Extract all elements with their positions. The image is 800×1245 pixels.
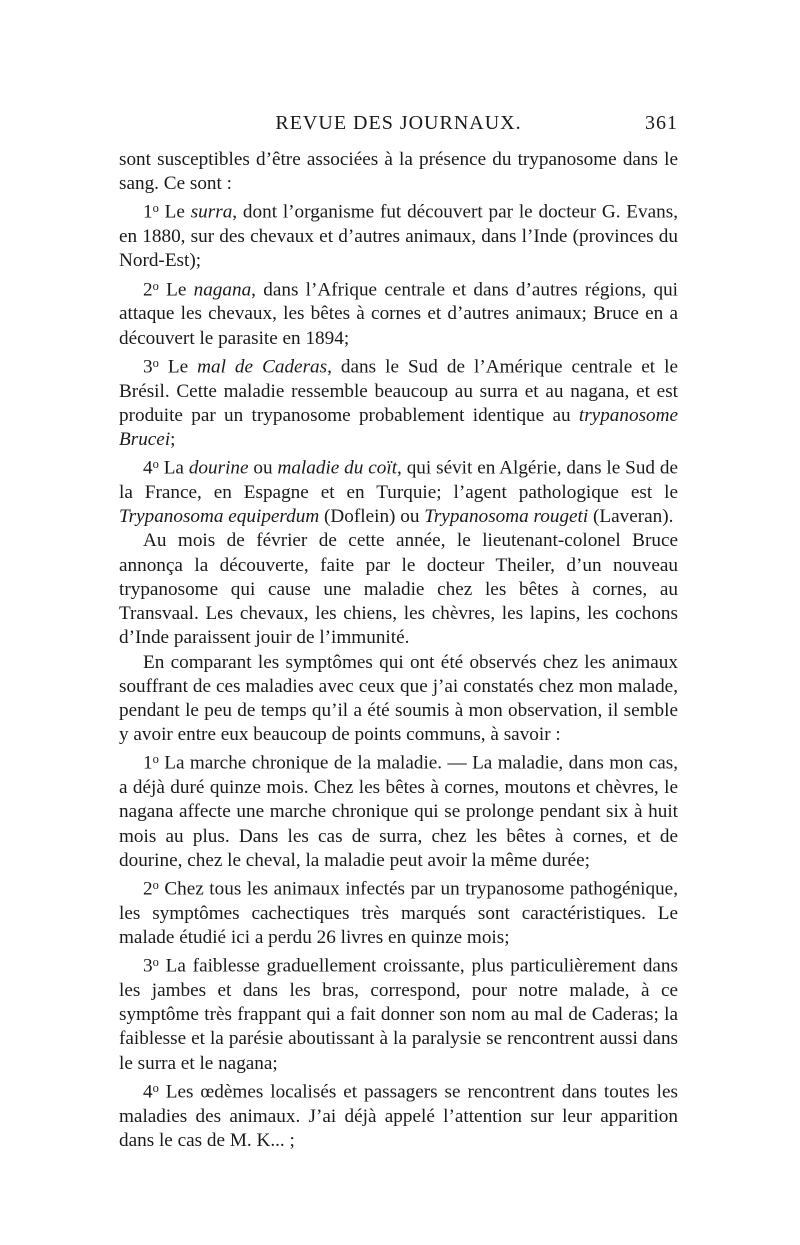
text-run: ; <box>170 429 176 451</box>
article-body <box>119 148 678 1153</box>
text-run: 4 <box>143 457 153 479</box>
italic-run: trypanosome Brucei <box>119 404 678 451</box>
paragraph <box>119 529 678 650</box>
paragraph <box>119 196 678 273</box>
text-run: Le <box>158 356 198 378</box>
ordinal-mark: o <box>152 955 159 970</box>
text-run: La <box>158 457 189 479</box>
paragraph <box>119 1076 678 1153</box>
ordinal-mark: o <box>152 877 159 892</box>
ordinal-mark: o <box>152 457 159 472</box>
text-run: , dont l’organisme fut découvert par le docteur G. Evans, en 1880, sur des chevaux et d’autres animaux, dans l’Inde (provinces du Nord-Est); <box>119 202 678 272</box>
text-run: , qui sévit en Algérie, dans le Sud de la France, en Espagne et en Turquie; l’agent pathologique est le <box>119 457 678 504</box>
ordinal-mark: o <box>152 201 159 216</box>
text-run: 1 <box>143 752 153 774</box>
text-run: 1 <box>143 202 153 224</box>
paragraph <box>119 351 678 452</box>
journal-section-title: REVUE DES JOURNAUX. <box>275 112 522 134</box>
ordinal-mark: o <box>152 752 159 767</box>
text-run: sont susceptibles d’être associées à la présence du trypanosome dans le sang. Ce sont : <box>119 149 678 195</box>
text-run: Le <box>158 279 194 301</box>
text-run: 2 <box>143 279 153 301</box>
paragraph <box>119 873 678 950</box>
text-run: Le <box>158 202 191 224</box>
text-run: La marche chronique de la maladie. — La maladie, dans mon cas, a déjà duré quinze mois. Chez les bêtes à cornes, moutons et chèvres, le nagana affecte une marche chronique qui se prolonge pendant six à huit mois au plus. Dans les cas de surra, chez les bêtes à cornes, et de dourine, chez le cheval, la maladie peut avoir la même durée; <box>119 752 678 871</box>
running-header <box>119 112 678 148</box>
ordinal-mark: o <box>152 1080 159 1095</box>
text-run: 2 <box>143 878 153 900</box>
italic-run: Trypanosoma rougeti <box>424 506 589 528</box>
text-run: Les œdèmes localisés et passagers se rencontrent dans toutes les maladies des animaux. J’ai déjà appelé l’attention sur leur apparition dans le cas de M. K... ; <box>119 1081 678 1151</box>
text-run: 3 <box>143 955 153 977</box>
text-run: (Doflein) ou <box>319 506 425 528</box>
italic-run: surra <box>190 202 233 224</box>
text-run: 3 <box>143 356 153 378</box>
text-run: 4 <box>143 1081 153 1103</box>
text-run: Au mois de février de cette année, le lieutenant-colonel Bruce annonça la découverte, faite par le docteur Theiler, d’un nouveau trypanosome qui cause une maladie chez les bêtes à cornes, au Transvaal. Les chevaux, les chiens, les chèvres, les lapins, les cochons d’Inde paraissent jouir de l’immunité. <box>119 530 678 649</box>
paragraph <box>119 747 678 873</box>
italic-run: nagana <box>193 279 252 301</box>
italic-run: maladie du coït <box>277 457 398 479</box>
text-run: La faiblesse graduellement croissante, plus particulièrement dans les jambes et dans les bras, correspond, pour notre malade, à ce symptôme très frappant qui a fait donner son nom au mal de Caderas; la faiblesse et la parésie aboutissant à la paralysie se rencontrent aussi dans le surra et le nagana; <box>119 955 678 1074</box>
ordinal-mark: o <box>152 355 159 370</box>
text-run: Chez tous les animaux infectés par un trypanosome pathogénique, les symptômes cachectiques très marqués sont caractéristiques. Le malade étudié ici a perdu 26 livres en quinze mois; <box>119 878 678 948</box>
text-run: (Laveran). <box>588 506 674 528</box>
page-number: 361 <box>645 112 678 134</box>
text-run: En comparant les symptômes qui ont été observés chez les animaux souffrant de ces maladies avec ceux que j’ai constatés chez mon malade, pendant le peu de temps qu’il a été soumis à mon observation, il semble y avoir entre eux beaucoup de points communs, à savoir : <box>119 651 678 746</box>
paragraph <box>119 651 678 748</box>
italic-run: Trypanosoma equiperdum <box>119 506 320 528</box>
italic-run: mal de Caderas <box>197 356 328 378</box>
paragraph <box>119 274 678 351</box>
paragraph <box>119 452 678 529</box>
paragraph <box>119 950 678 1076</box>
text-run: ou <box>248 457 278 479</box>
ordinal-mark: o <box>152 278 159 293</box>
text-run: , dans l’Afrique centrale et dans d’autres régions, qui attaque les chevaux, les bêtes à cornes et d’autres animaux; Bruce en a découvert le parasite en 1894; <box>119 279 678 349</box>
text-run: , dans le Sud de l’Amérique centrale et le Brésil. Cette maladie ressemble beaucoup au surra et au nagana, et est produite par un trypanosome probablement identique au <box>119 356 678 426</box>
italic-run: dourine <box>188 457 249 479</box>
paragraph <box>119 148 678 196</box>
